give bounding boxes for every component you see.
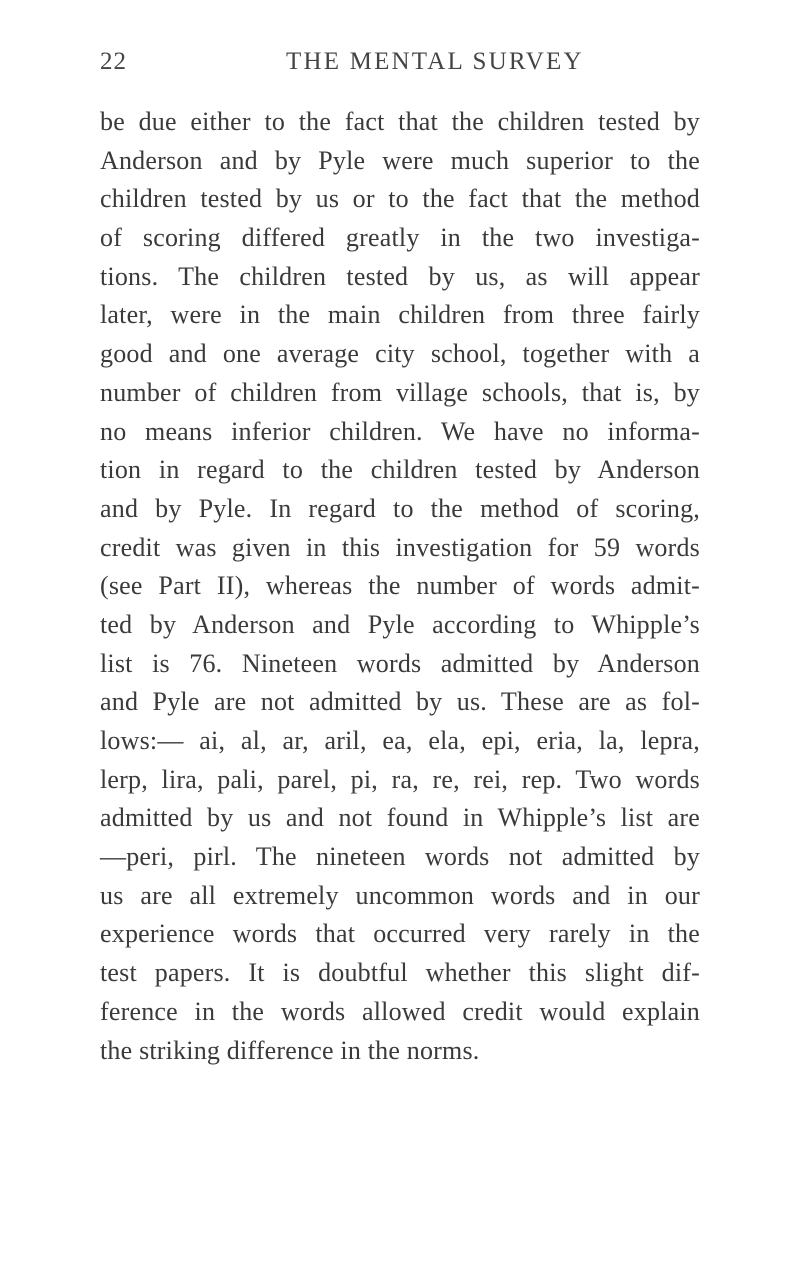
body-paragraph (100, 103, 700, 1070)
text-line: number of children from village schools, that is, by (100, 377, 700, 407)
text-line: Anderson and by Pyle were much superior to the (100, 145, 700, 175)
page-number: 22 (100, 48, 127, 75)
text-line: (see Part II), whereas the number of words admit- (100, 571, 700, 601)
text-line: children tested by us or to the fact that the method (100, 184, 700, 214)
text-line: credit was given in this investigation for 59 words (100, 532, 700, 562)
text-line: list is 76. Nineteen words admitted by Anderson (100, 648, 700, 678)
text-line: ference in the words allowed credit would explain (100, 996, 700, 1026)
text-line: —peri, pirl. The nineteen words not admitted by (100, 842, 700, 872)
running-head (100, 48, 700, 88)
text-line: experience words that occurred very rarely in the (100, 919, 700, 949)
text-line: test papers. It is doubtful whether this slight dif- (100, 958, 700, 988)
text-line: tions. The children tested by us, as will appear (100, 261, 700, 291)
text-line: us are all extremely uncommon words and in our (100, 880, 700, 910)
text-line: and Pyle are not admitted by us. These are as fol- (100, 687, 700, 717)
text-line: lows:— ai, al, ar, aril, ea, ela, epi, eria, la, lepra, (100, 726, 700, 755)
text-line: admitted by us and not found in Whipple’s list are (100, 803, 700, 833)
running-title: THE MENTAL SURVEY (286, 48, 584, 75)
text-line: tion in regard to the children tested by Anderson (100, 455, 700, 485)
text-line: of scoring differed greatly in the two investiga- (100, 223, 700, 253)
text-line: later, were in the main children from three fairly (100, 300, 700, 330)
text-line: the striking difference in the norms. (100, 1035, 480, 1065)
text-line: lerp, lira, pali, parel, pi, ra, re, rei, rep. Two words (100, 764, 700, 794)
text-line: be due either to the fact that the children tested by (100, 107, 700, 136)
text-line: and by Pyle. In regard to the method of scoring, (100, 493, 700, 523)
text-line: good and one average city school, together with a (100, 339, 700, 369)
text-line: ted by Anderson and Pyle according to Whipple’s (100, 609, 700, 639)
text-line: no means inferior children. We have no informa- (100, 416, 700, 446)
